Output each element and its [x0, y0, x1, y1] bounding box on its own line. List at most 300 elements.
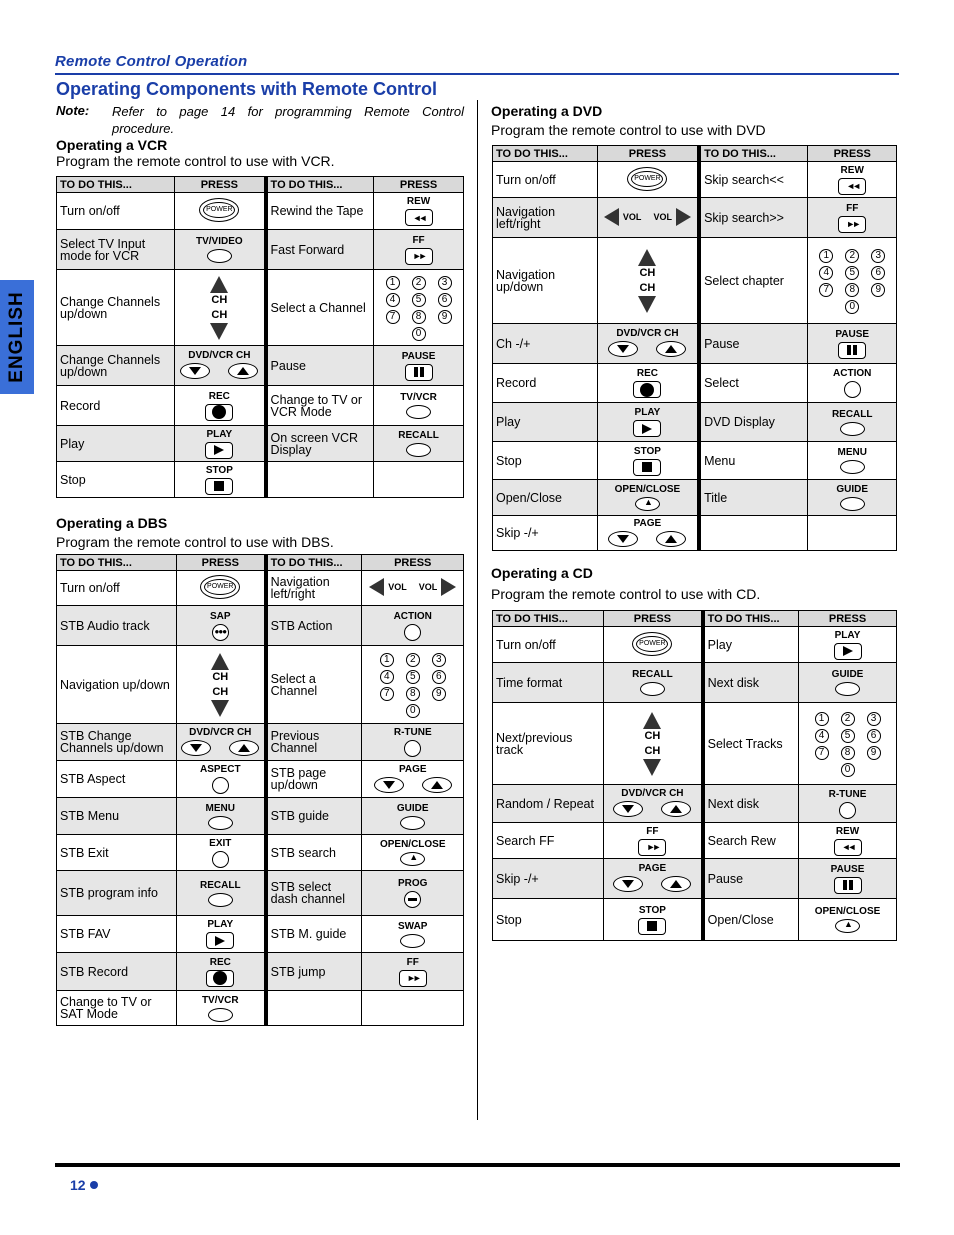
- table-row: [493, 627, 897, 663]
- press-cell: [176, 991, 265, 1026]
- action-cell: Open/Close: [493, 480, 598, 516]
- table-row: [57, 230, 464, 270]
- footer-rule: [55, 1163, 900, 1167]
- oval-button-icon: [400, 816, 425, 830]
- keypad-key-icon: 8: [845, 283, 859, 297]
- pause-button-icon: [838, 342, 866, 359]
- keypad-key-icon: 9: [432, 687, 446, 701]
- press-cell: [799, 703, 897, 785]
- button-label: DVD/VCR CH: [189, 726, 252, 738]
- button-label: ACTION: [393, 610, 432, 622]
- press-cell: [175, 193, 266, 230]
- button-label: STOP: [633, 445, 661, 457]
- press-cell: [808, 324, 897, 364]
- table-row: [493, 703, 897, 785]
- eject-button-icon: ▲: [400, 852, 425, 866]
- press-cell: [808, 516, 897, 551]
- table-row: [493, 480, 897, 516]
- press-cell: [362, 646, 464, 724]
- keypad-key-icon: 8: [406, 687, 420, 701]
- channel-arrows-icon: [613, 876, 691, 892]
- press-cell: [808, 198, 897, 238]
- button-label: DVD/VCR CH: [616, 328, 679, 339]
- action-cell: Select TV Input mode for VCR: [57, 230, 175, 270]
- play-button-icon: [205, 442, 233, 459]
- action-cell: STB Exit: [57, 835, 177, 871]
- action-cell: Stop: [493, 899, 604, 941]
- press-cell: [374, 426, 464, 462]
- action-cell: Ch -/+: [493, 324, 598, 364]
- play-button-icon: [834, 643, 862, 660]
- button-label: GUIDE: [396, 802, 429, 814]
- action-cell: Change to TV or VCR Mode: [266, 386, 374, 426]
- press-cell: [175, 462, 266, 498]
- dbs-heading: Operating a DBS: [56, 515, 168, 531]
- action-cell: Navigation up/down: [493, 238, 598, 324]
- table-header-row: [57, 555, 464, 571]
- keypad-key-icon: 4: [819, 266, 833, 280]
- press-header: PRESS: [597, 146, 699, 162]
- channel-up-down-icon: CH CH: [643, 712, 661, 776]
- button-label: PAUSE: [830, 863, 865, 875]
- button-label: GUIDE: [831, 669, 864, 680]
- press-cell: [362, 571, 464, 606]
- action-cell: Change Channels up/down: [57, 346, 175, 386]
- action-cell: Rewind the Tape: [266, 193, 374, 230]
- page-number: [70, 1177, 98, 1193]
- press-cell: [176, 871, 265, 916]
- todo-header: TO DO THIS...: [266, 555, 362, 571]
- table-row: [57, 761, 464, 798]
- action-cell: STB search: [266, 835, 362, 871]
- round-button-icon: [212, 777, 229, 794]
- press-cell: [176, 724, 265, 761]
- action-cell: STB jump: [266, 953, 362, 991]
- keypad-key-icon: 9: [871, 283, 885, 297]
- press-header: PRESS: [176, 555, 265, 571]
- button-label: REW: [835, 825, 860, 837]
- channel-arrows-icon: [181, 740, 259, 756]
- action-cell: Fast Forward: [266, 230, 374, 270]
- press-cell: [604, 663, 703, 703]
- keypad-key-icon: 1: [380, 653, 394, 667]
- table-row: [493, 238, 897, 324]
- press-header: PRESS: [374, 177, 464, 193]
- prog-button-icon: [404, 891, 421, 908]
- button-label: REW: [840, 164, 864, 176]
- action-cell: Record: [493, 364, 598, 403]
- press-cell: [799, 859, 897, 899]
- button-label: FF: [406, 956, 419, 968]
- press-cell: [597, 162, 699, 198]
- keypad-key-icon: 0: [841, 763, 855, 777]
- keypad-key-icon: 3: [871, 249, 885, 263]
- oval-button-icon: [835, 682, 860, 696]
- oval-button-icon: [406, 443, 431, 457]
- press-cell: [597, 442, 699, 480]
- vcr-heading: Operating a VCR: [56, 137, 168, 153]
- keypad-key-icon: 7: [380, 687, 394, 701]
- action-cell: Turn on/off: [57, 193, 175, 230]
- number-keypad-icon: [815, 712, 881, 777]
- power-button-icon: POWER: [632, 632, 672, 656]
- button-label: EXIT: [209, 837, 232, 849]
- press-cell: [362, 724, 464, 761]
- button-label: PAUSE: [835, 328, 870, 340]
- button-label: TV/VCR: [400, 392, 437, 403]
- table-header-row: [57, 177, 464, 193]
- keypad-key-icon: 6: [867, 729, 881, 743]
- press-cell: [176, 606, 265, 646]
- action-cell: Time format: [493, 663, 604, 703]
- todo-header: TO DO THIS...: [493, 146, 598, 162]
- press-cell: [362, 991, 464, 1026]
- button-label: OPEN/CLOSE: [814, 906, 881, 917]
- oval-button-icon: [208, 893, 233, 907]
- action-cell: Next/previous track: [493, 703, 604, 785]
- action-cell: Pause: [703, 859, 799, 899]
- press-cell: [799, 663, 897, 703]
- todo-header: TO DO THIS...: [493, 611, 604, 627]
- oval-button-icon: [406, 405, 431, 419]
- keypad-key-icon: 2: [845, 249, 859, 263]
- action-cell: STB Aspect: [57, 761, 177, 798]
- action-cell: STB guide: [266, 798, 362, 835]
- press-cell: [176, 571, 265, 606]
- table-row: [57, 646, 464, 724]
- button-label: PROG: [398, 878, 428, 889]
- press-cell: [604, 859, 703, 899]
- action-cell: [266, 991, 362, 1026]
- table-row: [493, 403, 897, 442]
- action-cell: Select Tracks: [703, 703, 799, 785]
- keypad-key-icon: 3: [432, 653, 446, 667]
- keypad-key-icon: 9: [867, 746, 881, 760]
- action-cell: STB page up/down: [266, 761, 362, 798]
- keypad-key-icon: 5: [841, 729, 855, 743]
- press-cell: [176, 953, 265, 991]
- dbs-subtitle: Program the remote control to use with DBS.: [56, 534, 334, 550]
- page-number-text: 12: [70, 1177, 86, 1193]
- button-label: ASPECT: [200, 764, 241, 775]
- action-cell: Open/Close: [703, 899, 799, 941]
- bullet-icon: [90, 1181, 98, 1189]
- keypad-key-icon: 4: [380, 670, 394, 684]
- fast-forward-button-icon: ►►: [638, 839, 666, 856]
- action-cell: Stop: [493, 442, 598, 480]
- press-cell: [808, 480, 897, 516]
- press-cell: [597, 364, 699, 403]
- channel-arrows-icon: [608, 341, 686, 357]
- action-cell: Turn on/off: [493, 162, 598, 198]
- number-keypad-icon: [380, 653, 446, 718]
- button-label: SWAP: [398, 920, 428, 932]
- channel-arrows-icon: [180, 363, 258, 379]
- note-text: Refer to page 14 for programming Remote Control procedure.: [112, 104, 464, 136]
- table-row: [57, 606, 464, 646]
- table-row: [493, 899, 897, 941]
- stop-button-icon: [633, 459, 661, 476]
- section-header: [55, 53, 899, 75]
- action-cell: STB FAV: [57, 916, 177, 953]
- eject-button-icon: ▲: [835, 919, 860, 933]
- action-cell: Next disk: [703, 785, 799, 823]
- table-row: [57, 426, 464, 462]
- language-tab: [0, 280, 34, 394]
- action-cell: Navigation left/right: [493, 198, 598, 238]
- table-row: [57, 386, 464, 426]
- table-row: [493, 516, 897, 551]
- keypad-key-icon: 1: [386, 276, 400, 290]
- action-cell: Select a Channel: [266, 270, 374, 346]
- press-cell: [604, 899, 703, 941]
- keypad-key-icon: 2: [841, 712, 855, 726]
- button-label: REW: [406, 196, 431, 207]
- press-cell: [808, 162, 897, 198]
- press-cell: [604, 703, 703, 785]
- oval-button-icon: [208, 816, 233, 830]
- vcr-subtitle: Program the remote control to use with VCR.: [56, 153, 335, 169]
- button-label: RECALL: [200, 879, 241, 891]
- rewind-button-icon: ◄◄: [838, 178, 866, 195]
- action-cell: Record: [57, 386, 175, 426]
- button-label: TV/VIDEO: [196, 236, 243, 247]
- press-cell: [362, 606, 464, 646]
- todo-header: TO DO THIS...: [57, 555, 177, 571]
- rewind-button-icon: ◄◄: [405, 209, 433, 226]
- action-cell: [266, 462, 374, 498]
- button-label: FF: [646, 825, 659, 837]
- press-cell: [597, 403, 699, 442]
- action-cell: STB Record: [57, 953, 177, 991]
- action-cell: STB select dash channel: [266, 871, 362, 916]
- fast-forward-button-icon: ►►: [405, 248, 433, 265]
- keypad-key-icon: 7: [386, 310, 400, 324]
- todo-header: TO DO THIS...: [703, 611, 799, 627]
- number-keypad-icon: [386, 276, 452, 341]
- todo-header: TO DO THIS...: [699, 146, 808, 162]
- press-header: PRESS: [604, 611, 703, 627]
- table-row: [57, 798, 464, 835]
- dvd-heading: Operating a DVD: [491, 103, 603, 119]
- button-label: OPEN/CLOSE: [379, 839, 446, 850]
- channel-arrows-icon: [608, 531, 686, 547]
- action-cell: STB Audio track: [57, 606, 177, 646]
- press-cell: [176, 916, 265, 953]
- button-label: R-TUNE: [828, 788, 867, 800]
- press-cell: [362, 761, 464, 798]
- table-header-row: [493, 146, 897, 162]
- action-cell: Search Rew: [703, 823, 799, 859]
- power-button-icon: POWER: [200, 575, 240, 599]
- power-button-icon: POWER: [627, 167, 667, 191]
- language-tab-label: ENGLISH: [6, 291, 27, 383]
- press-cell: [597, 324, 699, 364]
- channel-up-down-icon: CH CH: [210, 276, 228, 340]
- button-label: PLAY: [206, 428, 233, 440]
- button-label: PLAY: [834, 629, 861, 641]
- button-label: DVD/VCR CH: [621, 788, 684, 799]
- todo-header: TO DO THIS...: [266, 177, 374, 193]
- keypad-key-icon: 9: [438, 310, 452, 324]
- oval-button-icon: [207, 249, 232, 263]
- button-label: OPEN/CLOSE: [614, 484, 681, 495]
- channel-up-down-icon: CH CH: [638, 249, 656, 313]
- cd-heading: Operating a CD: [491, 565, 593, 581]
- press-cell: [374, 386, 464, 426]
- press-cell: [799, 627, 897, 663]
- button-label: DVD/VCR CH: [188, 350, 251, 361]
- action-cell: Skip search<<: [699, 162, 808, 198]
- keypad-key-icon: 7: [819, 283, 833, 297]
- action-cell: Select: [699, 364, 808, 403]
- button-label: PAGE: [638, 863, 667, 874]
- oval-button-icon: [208, 1008, 233, 1022]
- keypad-key-icon: 6: [871, 266, 885, 280]
- action-cell: Navigation left/right: [266, 571, 362, 606]
- press-cell: [175, 346, 266, 386]
- record-button-icon: [205, 404, 233, 421]
- button-label: REC: [208, 390, 230, 402]
- press-cell: [799, 823, 897, 859]
- button-label: PLAY: [634, 407, 661, 418]
- page-title: Operating Components with Remote Control: [56, 79, 437, 99]
- press-cell: [362, 835, 464, 871]
- oval-button-icon: [840, 460, 865, 474]
- action-cell: DVD Display: [699, 403, 808, 442]
- channel-arrows-icon: [613, 801, 691, 817]
- button-label: PAGE: [398, 763, 427, 775]
- button-label: PAUSE: [401, 350, 436, 362]
- press-cell: [374, 462, 464, 498]
- keypad-key-icon: 1: [815, 712, 829, 726]
- dvd-table: [492, 145, 897, 551]
- action-cell: On screen VCR Display: [266, 426, 374, 462]
- button-label: TV/VCR: [201, 994, 239, 1006]
- record-button-icon: [206, 970, 234, 987]
- fast-forward-button-icon: ►►: [399, 970, 427, 987]
- table-row: [493, 364, 897, 403]
- table-row: [493, 663, 897, 703]
- button-label: MENU: [205, 802, 235, 814]
- action-cell: Random / Repeat: [493, 785, 604, 823]
- keypad-key-icon: 5: [412, 293, 426, 307]
- action-cell: Play: [493, 403, 598, 442]
- press-cell: [362, 916, 464, 953]
- keypad-key-icon: 3: [867, 712, 881, 726]
- press-cell: [176, 646, 265, 724]
- round-button-icon: [839, 802, 856, 819]
- table-row: [493, 442, 897, 480]
- fast-forward-button-icon: ►►: [838, 216, 866, 233]
- action-cell: [699, 516, 808, 551]
- eject-button-icon: ▲: [635, 497, 660, 511]
- button-label: PLAY: [207, 919, 234, 930]
- action-cell: Skip -/+: [493, 859, 604, 899]
- action-cell: STB program info: [57, 871, 177, 916]
- action-cell: Next disk: [703, 663, 799, 703]
- keypad-key-icon: 1: [819, 249, 833, 263]
- press-cell: [374, 270, 464, 346]
- table-row: [57, 462, 464, 498]
- press-cell: [604, 627, 703, 663]
- table-row: [493, 859, 897, 899]
- press-cell: [175, 230, 266, 270]
- button-label: REC: [209, 956, 231, 968]
- action-cell: Menu: [699, 442, 808, 480]
- action-cell: Play: [703, 627, 799, 663]
- table-row: [493, 785, 897, 823]
- keypad-key-icon: 4: [815, 729, 829, 743]
- keypad-key-icon: 6: [432, 670, 446, 684]
- action-cell: STB Action: [266, 606, 362, 646]
- keypad-key-icon: 7: [815, 746, 829, 760]
- press-cell: [799, 899, 897, 941]
- button-label: GUIDE: [836, 484, 869, 495]
- press-cell: [362, 953, 464, 991]
- press-cell: [176, 761, 265, 798]
- round-button-icon: [404, 740, 421, 757]
- button-label: STOP: [205, 464, 233, 476]
- round-button-icon: [844, 381, 861, 398]
- press-cell: [176, 835, 265, 871]
- stop-button-icon: [638, 918, 666, 935]
- table-row: [57, 871, 464, 916]
- press-cell: [362, 798, 464, 835]
- press-cell: [604, 823, 703, 859]
- action-cell: STB Change Channels up/down: [57, 724, 177, 761]
- action-cell: STB M. guide: [266, 916, 362, 953]
- table-row: [57, 270, 464, 346]
- press-cell: [604, 785, 703, 823]
- keypad-key-icon: 2: [412, 276, 426, 290]
- press-cell: [362, 871, 464, 916]
- table-row: [493, 823, 897, 859]
- section-header-text: Remote Control Operation: [55, 53, 248, 70]
- press-cell: [176, 798, 265, 835]
- action-cell: Search FF: [493, 823, 604, 859]
- table-row: [57, 193, 464, 230]
- table-row: [57, 724, 464, 761]
- keypad-key-icon: 6: [438, 293, 452, 307]
- volume-left-right-icon: VOL VOL: [369, 578, 456, 596]
- round-button-icon: [212, 851, 229, 868]
- press-cell: [808, 238, 897, 324]
- button-label: R-TUNE: [393, 727, 432, 738]
- todo-header: TO DO THIS...: [57, 177, 175, 193]
- action-cell: STB Menu: [57, 798, 177, 835]
- action-cell: Title: [699, 480, 808, 516]
- action-cell: Select chapter: [699, 238, 808, 324]
- keypad-key-icon: 8: [412, 310, 426, 324]
- press-cell: [374, 193, 464, 230]
- play-button-icon: [633, 420, 661, 437]
- action-cell: Turn on/off: [57, 571, 177, 606]
- keypad-key-icon: 2: [406, 653, 420, 667]
- cd-table: [492, 610, 897, 941]
- button-label: FF: [412, 234, 425, 246]
- number-keypad-icon: [819, 249, 885, 314]
- button-label: SAP: [210, 610, 231, 622]
- table-row: [57, 916, 464, 953]
- press-cell: [175, 386, 266, 426]
- press-cell: [374, 230, 464, 270]
- action-cell: Pause: [699, 324, 808, 364]
- play-button-icon: [206, 932, 234, 949]
- pause-button-icon: [405, 364, 433, 381]
- table-row: [57, 571, 464, 606]
- press-cell: [597, 480, 699, 516]
